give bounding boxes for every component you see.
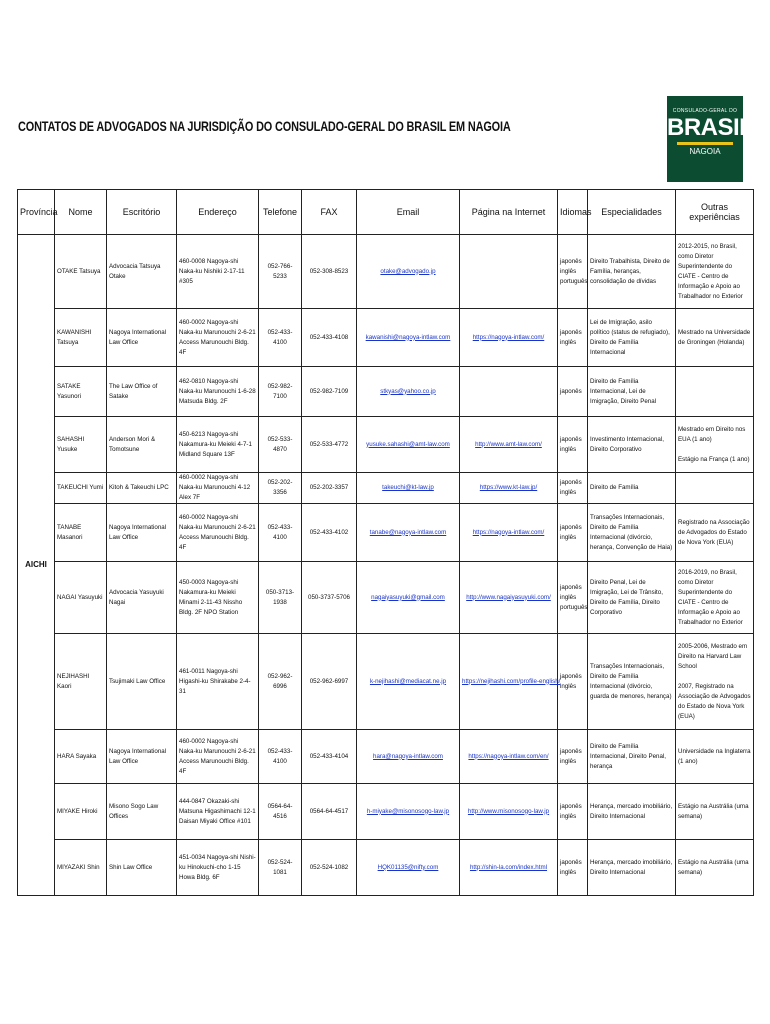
logo-bar bbox=[677, 142, 733, 145]
website-link[interactable]: https://nagoya-intlaw.com/ bbox=[460, 504, 558, 562]
address: 451-0034 Nagoya-shi Nishi-ku Hinokuchi-cho 1-15 Howa Bldg. 6F bbox=[177, 840, 259, 896]
other-experience: Estágio na Austrália (uma semana) bbox=[676, 840, 754, 896]
logo-line2: BRASIL bbox=[667, 114, 754, 141]
contact-name: MIYAZAKI Shin bbox=[55, 840, 107, 896]
email-link[interactable]: nagaiyasuyuki@gmail.com bbox=[357, 562, 460, 634]
office-name: Tsujimaki Law Office bbox=[107, 634, 177, 730]
table-row bbox=[18, 367, 754, 417]
fax: 052-962-6997 bbox=[302, 634, 357, 730]
other-experience: 2005-2006, Mestrado em Direito na Harvard Law School 2007, Registrado na Associação de Advogados do Estado de Nova York (EUA) bbox=[676, 634, 754, 730]
fax: 052-308-8523 bbox=[302, 235, 357, 309]
contact-name: NEJIHASHI Kaori bbox=[55, 634, 107, 730]
contact-name: HARA Sayaka bbox=[55, 730, 107, 784]
page-title: CONTATOS DE ADVOGADOS NA JURISDIÇÃO DO CONSULADO-GERAL DO BRASIL EM NAGOIA bbox=[18, 118, 511, 134]
col-header-email: Email bbox=[357, 190, 460, 235]
table-row bbox=[18, 634, 754, 730]
office-name: Shin Law Office bbox=[107, 840, 177, 896]
table-row bbox=[18, 309, 754, 367]
address: 450-0003 Nagoya-shi Nakamura-ku Meieki Minami 2-11-43 Nissho Bldg. 2F NPO Station bbox=[177, 562, 259, 634]
languages: japonês inglês bbox=[558, 730, 588, 784]
fax: 052-982-7109 bbox=[302, 367, 357, 417]
languages: japonês inglês português bbox=[558, 235, 588, 309]
col-header-nome: Nome bbox=[55, 190, 107, 235]
website-link[interactable]: http://www.nagaiyasuyuki.com/ bbox=[460, 562, 558, 634]
office-name: Nagoya International Law Office bbox=[107, 309, 177, 367]
office-name: Advocacia Tatsuya Otake bbox=[107, 235, 177, 309]
contact-name: TANABE Masanori bbox=[55, 504, 107, 562]
consulate-logo bbox=[667, 96, 754, 182]
col-header-endereco: Endereço bbox=[177, 190, 259, 235]
office-name: Advocacia Yasuyuki Nagai bbox=[107, 562, 177, 634]
table-row bbox=[18, 235, 754, 309]
email-link[interactable]: k-nejihashi@mediacat.ne.jp bbox=[357, 634, 460, 730]
website-link[interactable]: http://www.misonosogo-law.jp bbox=[460, 784, 558, 840]
languages: japonês inglês português bbox=[558, 562, 588, 634]
other-experience bbox=[676, 367, 754, 417]
office-name: Nagoya International Law Office bbox=[107, 730, 177, 784]
phone: 052-533-4870 bbox=[259, 417, 302, 473]
phone: 052-433-4100 bbox=[259, 730, 302, 784]
table-row bbox=[18, 562, 754, 634]
address: 460-0002 Nagoya-shi Naka-ku Marunouchi 2-6-21 Access Marunouchi Bldg. 4F bbox=[177, 504, 259, 562]
contact-name: SAHASHI Yusuke bbox=[55, 417, 107, 473]
col-header-idiomas: Idiomas bbox=[558, 190, 588, 235]
website-link[interactable]: https://nagoya-intlaw.com/en/ bbox=[460, 730, 558, 784]
email-link[interactable]: hara@nagoya-intlaw.com bbox=[357, 730, 460, 784]
contact-name: SATAKE Yasunori bbox=[55, 367, 107, 417]
phone: 052-433-4100 bbox=[259, 504, 302, 562]
specialties: Direito Penal, Lei de Imigração, Lei de Trânsito, Direito de Família, Direito Corporativo bbox=[588, 562, 676, 634]
email-link[interactable]: kawanishi@nagoya-intlaw.com bbox=[357, 309, 460, 367]
languages: japonês inglês bbox=[558, 309, 588, 367]
phone: 052-524-1081 bbox=[259, 840, 302, 896]
contact-name: MIYAKE Hiroki bbox=[55, 784, 107, 840]
other-experience: Registrado na Associação de Advogados do Estado de Nova York (EUA) bbox=[676, 504, 754, 562]
website-link[interactable]: http://www.amt-law.com/ bbox=[460, 417, 558, 473]
website-link bbox=[460, 235, 558, 309]
website-link[interactable]: https://nejihashi.com/profile-english/ bbox=[460, 634, 558, 730]
email-link[interactable]: tanabe@nagoya-intlaw.com bbox=[357, 504, 460, 562]
address: 460-0008 Nagoya-shi Naka-ku Nishiki 2-17-11 #305 bbox=[177, 235, 259, 309]
languages: japonês inglês bbox=[558, 473, 588, 504]
table-header-row bbox=[18, 190, 754, 235]
email-link[interactable]: yusuke.sahashi@amt-law.com bbox=[357, 417, 460, 473]
phone: 052-433-4100 bbox=[259, 309, 302, 367]
website-link[interactable]: https://www.kt-law.jp/ bbox=[460, 473, 558, 504]
fax: 0564-64-4517 bbox=[302, 784, 357, 840]
languages: japonês inglês bbox=[558, 417, 588, 473]
email-link[interactable]: HQK01135@nifty.com bbox=[357, 840, 460, 896]
other-experience: 2016-2019, no Brasil, como Diretor Superintendente do CIATE - Centro de Informação e Apoio ao Trabalhador no Exterior bbox=[676, 562, 754, 634]
col-header-fax: FAX bbox=[302, 190, 357, 235]
specialties: Direito de Família Internacional, Direito Penal, herança bbox=[588, 730, 676, 784]
contact-name: OTAKE Tatsuya bbox=[55, 235, 107, 309]
address: 462-0810 Nagoya-shi Naka-ku Marunouchi 1-6-28 Matsuda Bldg. 2F bbox=[177, 367, 259, 417]
phone: 050-3713-1938 bbox=[259, 562, 302, 634]
fax: 052-433-4108 bbox=[302, 309, 357, 367]
specialties: Transações Internacionais, Direito de Família Internacional (divórcio, guarda de menores, herança) bbox=[588, 634, 676, 730]
languages: japonês inglês bbox=[558, 840, 588, 896]
specialties: Herança, mercado imobiliário, Direito Internacional bbox=[588, 784, 676, 840]
fax: 052-533-4772 bbox=[302, 417, 357, 473]
address: 461-0011 Nagoya-shi Higashi-ku Shirakabe 2-4-31 bbox=[177, 634, 259, 730]
other-experience: 2012-2015, no Brasil, como Diretor Superintendente do CIATE - Centro de Informação e Apoio ao Trabalhador no Exterior bbox=[676, 235, 754, 309]
other-experience: Mestrado na Universidade de Groningen (Holanda) bbox=[676, 309, 754, 367]
col-header-pagina: Página na Internet bbox=[460, 190, 558, 235]
website-link bbox=[460, 367, 558, 417]
languages: japonês inglês bbox=[558, 504, 588, 562]
other-experience: Estágio na Austrália (uma semana) bbox=[676, 784, 754, 840]
phone: 052-202-3356 bbox=[259, 473, 302, 504]
specialties: Transações Internacionais, Direito de Família Internacional (divórcio, herança, Convenção de Haia) bbox=[588, 504, 676, 562]
table-row bbox=[18, 417, 754, 473]
languages: japonês inglês bbox=[558, 784, 588, 840]
contacts-table bbox=[17, 189, 754, 896]
contact-name: NAGAI Yasuyuki bbox=[55, 562, 107, 634]
website-link[interactable]: https://nagoya-intlaw.com/ bbox=[460, 309, 558, 367]
phone: 052-962-6996 bbox=[259, 634, 302, 730]
specialties: Direito Trabalhista, Direito de Família, heranças, consolidação de dívidas bbox=[588, 235, 676, 309]
languages: japonês bbox=[558, 367, 588, 417]
website-link[interactable]: http://shin-la.com/index.html bbox=[460, 840, 558, 896]
email-link[interactable]: takeuchi@kt-law.jp bbox=[357, 473, 460, 504]
table-row bbox=[18, 840, 754, 896]
specialties: Herança, mercado imobiliário, Direito Internacional bbox=[588, 840, 676, 896]
phone: 0564-64-4516 bbox=[259, 784, 302, 840]
contact-name: KAWANISHI Tatsuya bbox=[55, 309, 107, 367]
col-header-outras: Outras experiências bbox=[676, 190, 754, 235]
email-link[interactable]: otake@advogado.jp bbox=[357, 235, 460, 309]
office-name: Misono Sogo Law Offices bbox=[107, 784, 177, 840]
specialties: Direito de Família Internacional, Lei de Imigração, Direito Penal bbox=[588, 367, 676, 417]
specialties: Direito de Família bbox=[588, 473, 676, 504]
table-row bbox=[18, 784, 754, 840]
specialties: Investimento Internacional, Direito Corporativo bbox=[588, 417, 676, 473]
other-experience bbox=[676, 473, 754, 504]
address: 444-0847 Okazaki-shi Matsuna Higashimachi 12-1 Daisan Miyaki Office #101 bbox=[177, 784, 259, 840]
other-experience: Mestrado em Direito nos EUA (1 ano) Estágio na França (1 ano) bbox=[676, 417, 754, 473]
fax: 050-3737-5706 bbox=[302, 562, 357, 634]
table-row bbox=[18, 473, 754, 504]
fax: 052-433-4104 bbox=[302, 730, 357, 784]
phone: 052-766-5233 bbox=[259, 235, 302, 309]
province-cell: AICHI bbox=[18, 235, 55, 896]
specialties: Lei de Imigração, asilo político (status de refugiado), Direito de Família Internacional bbox=[588, 309, 676, 367]
office-name: Kitoh & Takeuchi LPC bbox=[107, 473, 177, 504]
col-header-especialidades: Especialidades bbox=[588, 190, 676, 235]
email-link[interactable]: h-miyake@misonosogo-law.jp bbox=[357, 784, 460, 840]
address: 460-0002 Nagoya-shi Naka-ku Marunouchi 2-6-21 Access Marunouchi Bldg. 4F bbox=[177, 309, 259, 367]
address: 460-0002 Nagoya-shi Naka-ku Marunouchi 4-12 Alex 7F bbox=[177, 473, 259, 504]
office-name: Nagoya International Law Office bbox=[107, 504, 177, 562]
address: 450-6213 Nagoya-shi Nakamura-ku Meieki 4-7-1 Midland Square 13F bbox=[177, 417, 259, 473]
office-name: Anderson Mori & Tomotsune bbox=[107, 417, 177, 473]
logo-line3: NAGOIA bbox=[689, 147, 721, 156]
fax: 052-202-3357 bbox=[302, 473, 357, 504]
contact-name: TAKEUCHI Yumi bbox=[55, 473, 107, 504]
table-row bbox=[18, 730, 754, 784]
logo-line1: CONSULADO-GERAL DO bbox=[672, 108, 738, 114]
address: 460-0002 Nagoya-shi Naka-ku Marunouchi 2-6-21 Access Marunouchi Bldg. 4F bbox=[177, 730, 259, 784]
fax: 052-433-4102 bbox=[302, 504, 357, 562]
fax: 052-524-1082 bbox=[302, 840, 357, 896]
phone: 052-982-7100 bbox=[259, 367, 302, 417]
table-row bbox=[18, 504, 754, 562]
col-header-escritorio: Escritório bbox=[107, 190, 177, 235]
col-header-provincia: Província bbox=[18, 190, 55, 235]
other-experience: Universidade na Inglaterra (1 ano) bbox=[676, 730, 754, 784]
email-link[interactable]: stkyas@yahoo.co.jp bbox=[357, 367, 460, 417]
col-header-telefone: Telefone bbox=[259, 190, 302, 235]
office-name: The Law Office of Satake bbox=[107, 367, 177, 417]
languages: japonês inglês bbox=[558, 634, 588, 730]
